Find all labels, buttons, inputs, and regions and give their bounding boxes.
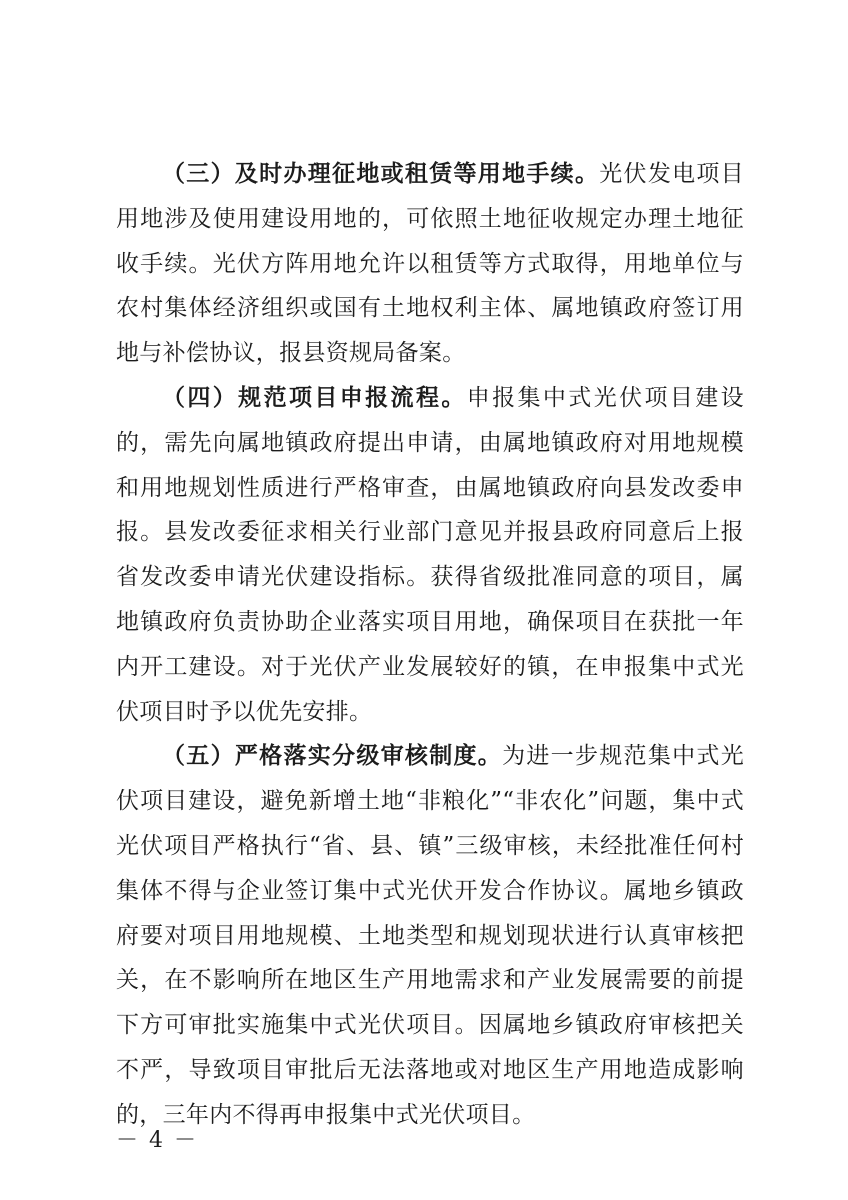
section-heading-3: （三）及时办理征地或租赁等用地手续。 bbox=[162, 160, 600, 187]
page-number: － 4 － bbox=[116, 1128, 198, 1153]
section-heading-4: （四）规范项目申报流程。 bbox=[162, 383, 467, 411]
paragraph-land-procedures bbox=[116, 152, 744, 376]
paragraph-application-process bbox=[116, 376, 744, 734]
section-heading-5: （五）严格落实分级审核制度。 bbox=[162, 742, 503, 770]
paragraph-text: 申报集中式光伏项目建设的，需先向属地镇政府提出申请，由属地镇政府对用地规模和用地规划性质进行严格审查，由属地镇政府向县发改委申报。县发改委征求相关行业部门意见并报县政府同意后上报省发改委申请光伏建设指标。获得省级批准同意的项目，属地镇政府负责协助企业落实项目用地，确保项目在获批一年内开工建设。对于光伏产业发展较好的镇，在申报集中式光伏项目时予以优先安排。 bbox=[116, 384, 744, 725]
document-body bbox=[116, 152, 744, 1138]
paragraph-text: 光伏发电项目用地涉及使用建设用地的，可依照土地征收规定办理土地征收手续。光伏方阵用地允许以租赁等方式取得，用地单位与农村集体经济组织或国有土地权利主体、属地镇政府签订用地与补偿协议，报县资规局备案。 bbox=[116, 161, 744, 367]
paragraph-review-system bbox=[116, 734, 744, 1137]
paragraph-text: 为进一步规范集中式光伏项目建设，避免新增土地“非粮化”“非农化”问题，集中式光伏项目严格执行“省、县、镇”三级审核，未经批准任何村集体不得与企业签订集中式光伏开发合作协议。属地乡镇政府要对项目用地规模、土地类型和规划现状进行认真审核把关，在不影响所在地区生产用地需求和产业发展需要的前提下方可审批实施集中式光伏项目。因属地乡镇政府审核把关不严，导致项目审批后无法落地或对地区生产用地造成影响的，三年内不得再申报集中式光伏项目。 bbox=[116, 743, 744, 1128]
